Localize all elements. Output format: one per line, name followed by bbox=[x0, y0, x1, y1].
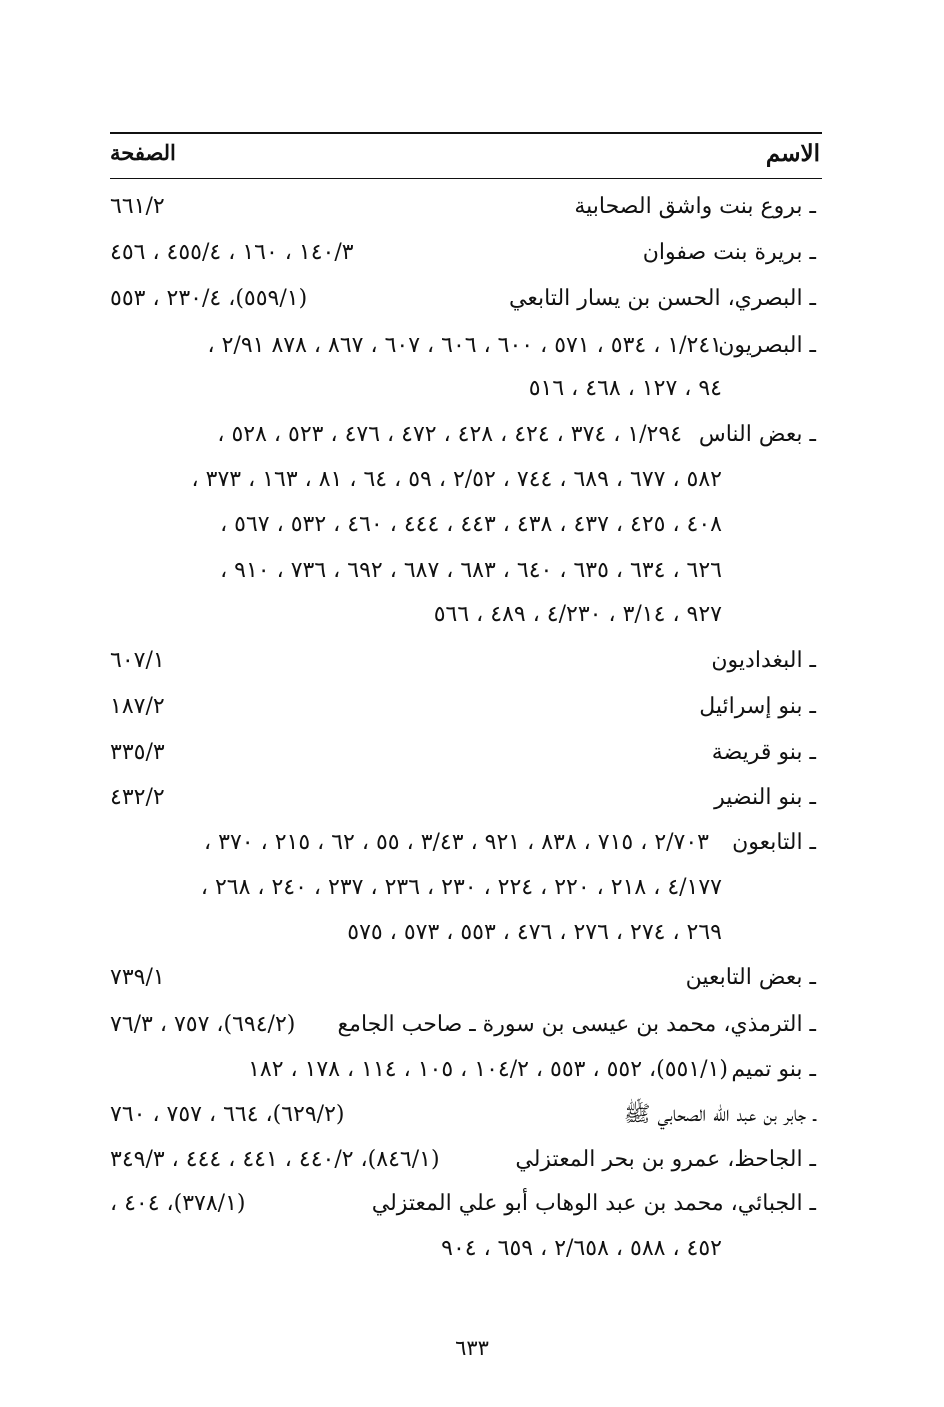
entry-pages: ٣٣٥/٣ bbox=[110, 740, 165, 765]
entry-name: ـ بنو النضير bbox=[714, 785, 816, 810]
entry-pages: ٦٦١/٢ bbox=[110, 194, 165, 219]
entry-pages-continued: ٤٥٢ ، ٥٨٨ ، ٢/٦٥٨ ، ٦٥٩ ، ٩٠٤ bbox=[441, 1236, 722, 1261]
header-bottom-rule bbox=[110, 178, 822, 179]
entry-pages-continued: ٦٢٦ ، ٦٣٤ ، ٦٣٥ ، ٦٤٠ ، ٦٨٣ ، ٦٨٧ ، ٦٩٢ ، ٧٣٦ ، ٩١٠ ، bbox=[220, 558, 722, 583]
entry-name: ـ بريرة بنت صفوان bbox=[642, 240, 816, 265]
entry-pages: (٦٩٤/٢)، ٧٥٧ ، ٧٦/٣ bbox=[110, 1012, 296, 1037]
entry-pages: ١٤٠/٣ ، ١٦٠ ، ٤٥٥/٤ ، ٤٥٦ bbox=[110, 240, 354, 265]
entry-name: ـ الترمذي، محمد بن عيسى بن سورة ـ صاحب الجامع bbox=[337, 1012, 816, 1037]
entry-pages: (٨٤٦/١)، ٤٤٠/٢ ، ٤٤١ ، ٤٤٤ ، ٣٤٩/٣ bbox=[110, 1147, 440, 1172]
entry-name: ـ بنو قريضة bbox=[711, 740, 816, 765]
entry-pages: ٧٣٩/١ bbox=[110, 965, 165, 990]
entry-pages-continued: ٥٨٢ ، ٦٧٧ ، ٦٨٩ ، ٧٤٤ ، ٢/٥٢ ، ٥٩ ، ٦٤ ، ٨١ ، ١٦٣ ، ٣٧٣ ، bbox=[191, 467, 722, 492]
entry-name: ـ بعض التابعين bbox=[685, 965, 816, 990]
entry-pages: (٥٥٩/١)، ٢٣٠/٤ ، ٥٥٣ bbox=[110, 286, 308, 311]
entry-pages: ١/٢٩٤ ، ٣٧٤ ، ٤٢٤ ، ٤٢٨ ، ٤٧٢ ، ٤٧٦ ، ٥٢٣ ، ٥٢٨ ، bbox=[217, 422, 682, 447]
entry-name: ـ البصري، الحسن بن يسار التابعي bbox=[509, 286, 816, 311]
entry-name: ـ البغداديون bbox=[711, 648, 816, 673]
entry-name: ـ الجبائي، محمد بن عبد الوهاب أبو علي المعتزلي bbox=[371, 1191, 816, 1216]
entry-pages-continued: ٤٠٨ ، ٤٢٥ ، ٤٣٧ ، ٤٣٨ ، ٤٤٣ ، ٤٤٤ ، ٤٦٠ ، ٥٣٢ ، ٥٦٧ ، bbox=[220, 512, 722, 537]
entry-name: ـ بعض الناس bbox=[698, 422, 816, 447]
entry-pages: ٤٣٢/٢ bbox=[110, 785, 165, 810]
entry-name: ـ الجاحظ، عمرو بن بحر المعتزلي bbox=[515, 1147, 816, 1172]
entry-name: ـ البصريون bbox=[718, 333, 816, 358]
entry-pages: ٢/٧٠٣ ، ٧١٥ ، ٨٣٨ ، ٩٢١ ، ٣/٤٣ ، ٥٥ ، ٦٢ ، ٢١٥ ، ٣٧٠ ، bbox=[204, 830, 709, 855]
entry-pages-continued: ٤/١٧٧ ، ٢١٨ ، ٢٢٠ ، ٢٢٤ ، ٢٣٠ ، ٢٣٦ ، ٢٣٧ ، ٢٤٠ ، ٢٦٨ ، bbox=[200, 875, 722, 900]
entry-pages: ١/٢٤١ ، ٥٣٤ ، ٥٧١ ، ٦٠٠ ، ٦٠٦ ، ٦٠٧ ، ٨٦٧ ، ٨٧٨ ٢/٩١ ، bbox=[207, 333, 722, 358]
page-number: ٦٣٣ bbox=[455, 1336, 489, 1360]
entry-pages-continued: ٢٦٩ ، ٢٧٤ ، ٢٧٦ ، ٤٧٦ ، ٥٥٣ ، ٥٧٣ ، ٥٧٥ bbox=[347, 920, 722, 945]
entry-name: ـ التابعون bbox=[732, 830, 816, 855]
entry-pages-continued: ٩٢٧ ، ٣/١٤ ، ٤/٢٣٠ ، ٤٨٩ ، ٥٦٦ bbox=[433, 602, 722, 627]
entry-name: ـ بنو تميم bbox=[731, 1057, 816, 1082]
entry-name: ـ بنو إسرائيل bbox=[699, 694, 816, 719]
header-top-rule bbox=[110, 132, 822, 134]
entry-pages-continued: ٩٤ ، ١٢٧ ، ٤٦٨ ، ٥١٦ bbox=[528, 376, 722, 401]
entry-pages: (٦٢٩/٢)، ٦٦٤ ، ٧٥٧ ، ٧٦٠ bbox=[110, 1102, 345, 1127]
column-header-name: الاسم bbox=[765, 140, 820, 167]
entry-pages: (٣٧٨/١)، ٤٠٤ ، bbox=[110, 1191, 246, 1216]
entry-pages: (٥٥١/١)، ٥٥٢ ، ٥٥٣ ، ١٠٤/٢ ، ١٠٥ ، ١١٤ ، ١٧٨ ، ١٨٢ bbox=[248, 1057, 728, 1082]
entry-pages: ٦٠٧/١ bbox=[110, 648, 165, 673]
column-header-page: الصفحة bbox=[110, 140, 176, 165]
entry-pages: ١٨٧/٢ bbox=[110, 694, 165, 719]
entry-name: ـ بروع بنت واشق الصحابية bbox=[574, 194, 816, 219]
entry-name: ـ جابر بن عبد الله الصحابي ﷺ bbox=[623, 1102, 816, 1127]
